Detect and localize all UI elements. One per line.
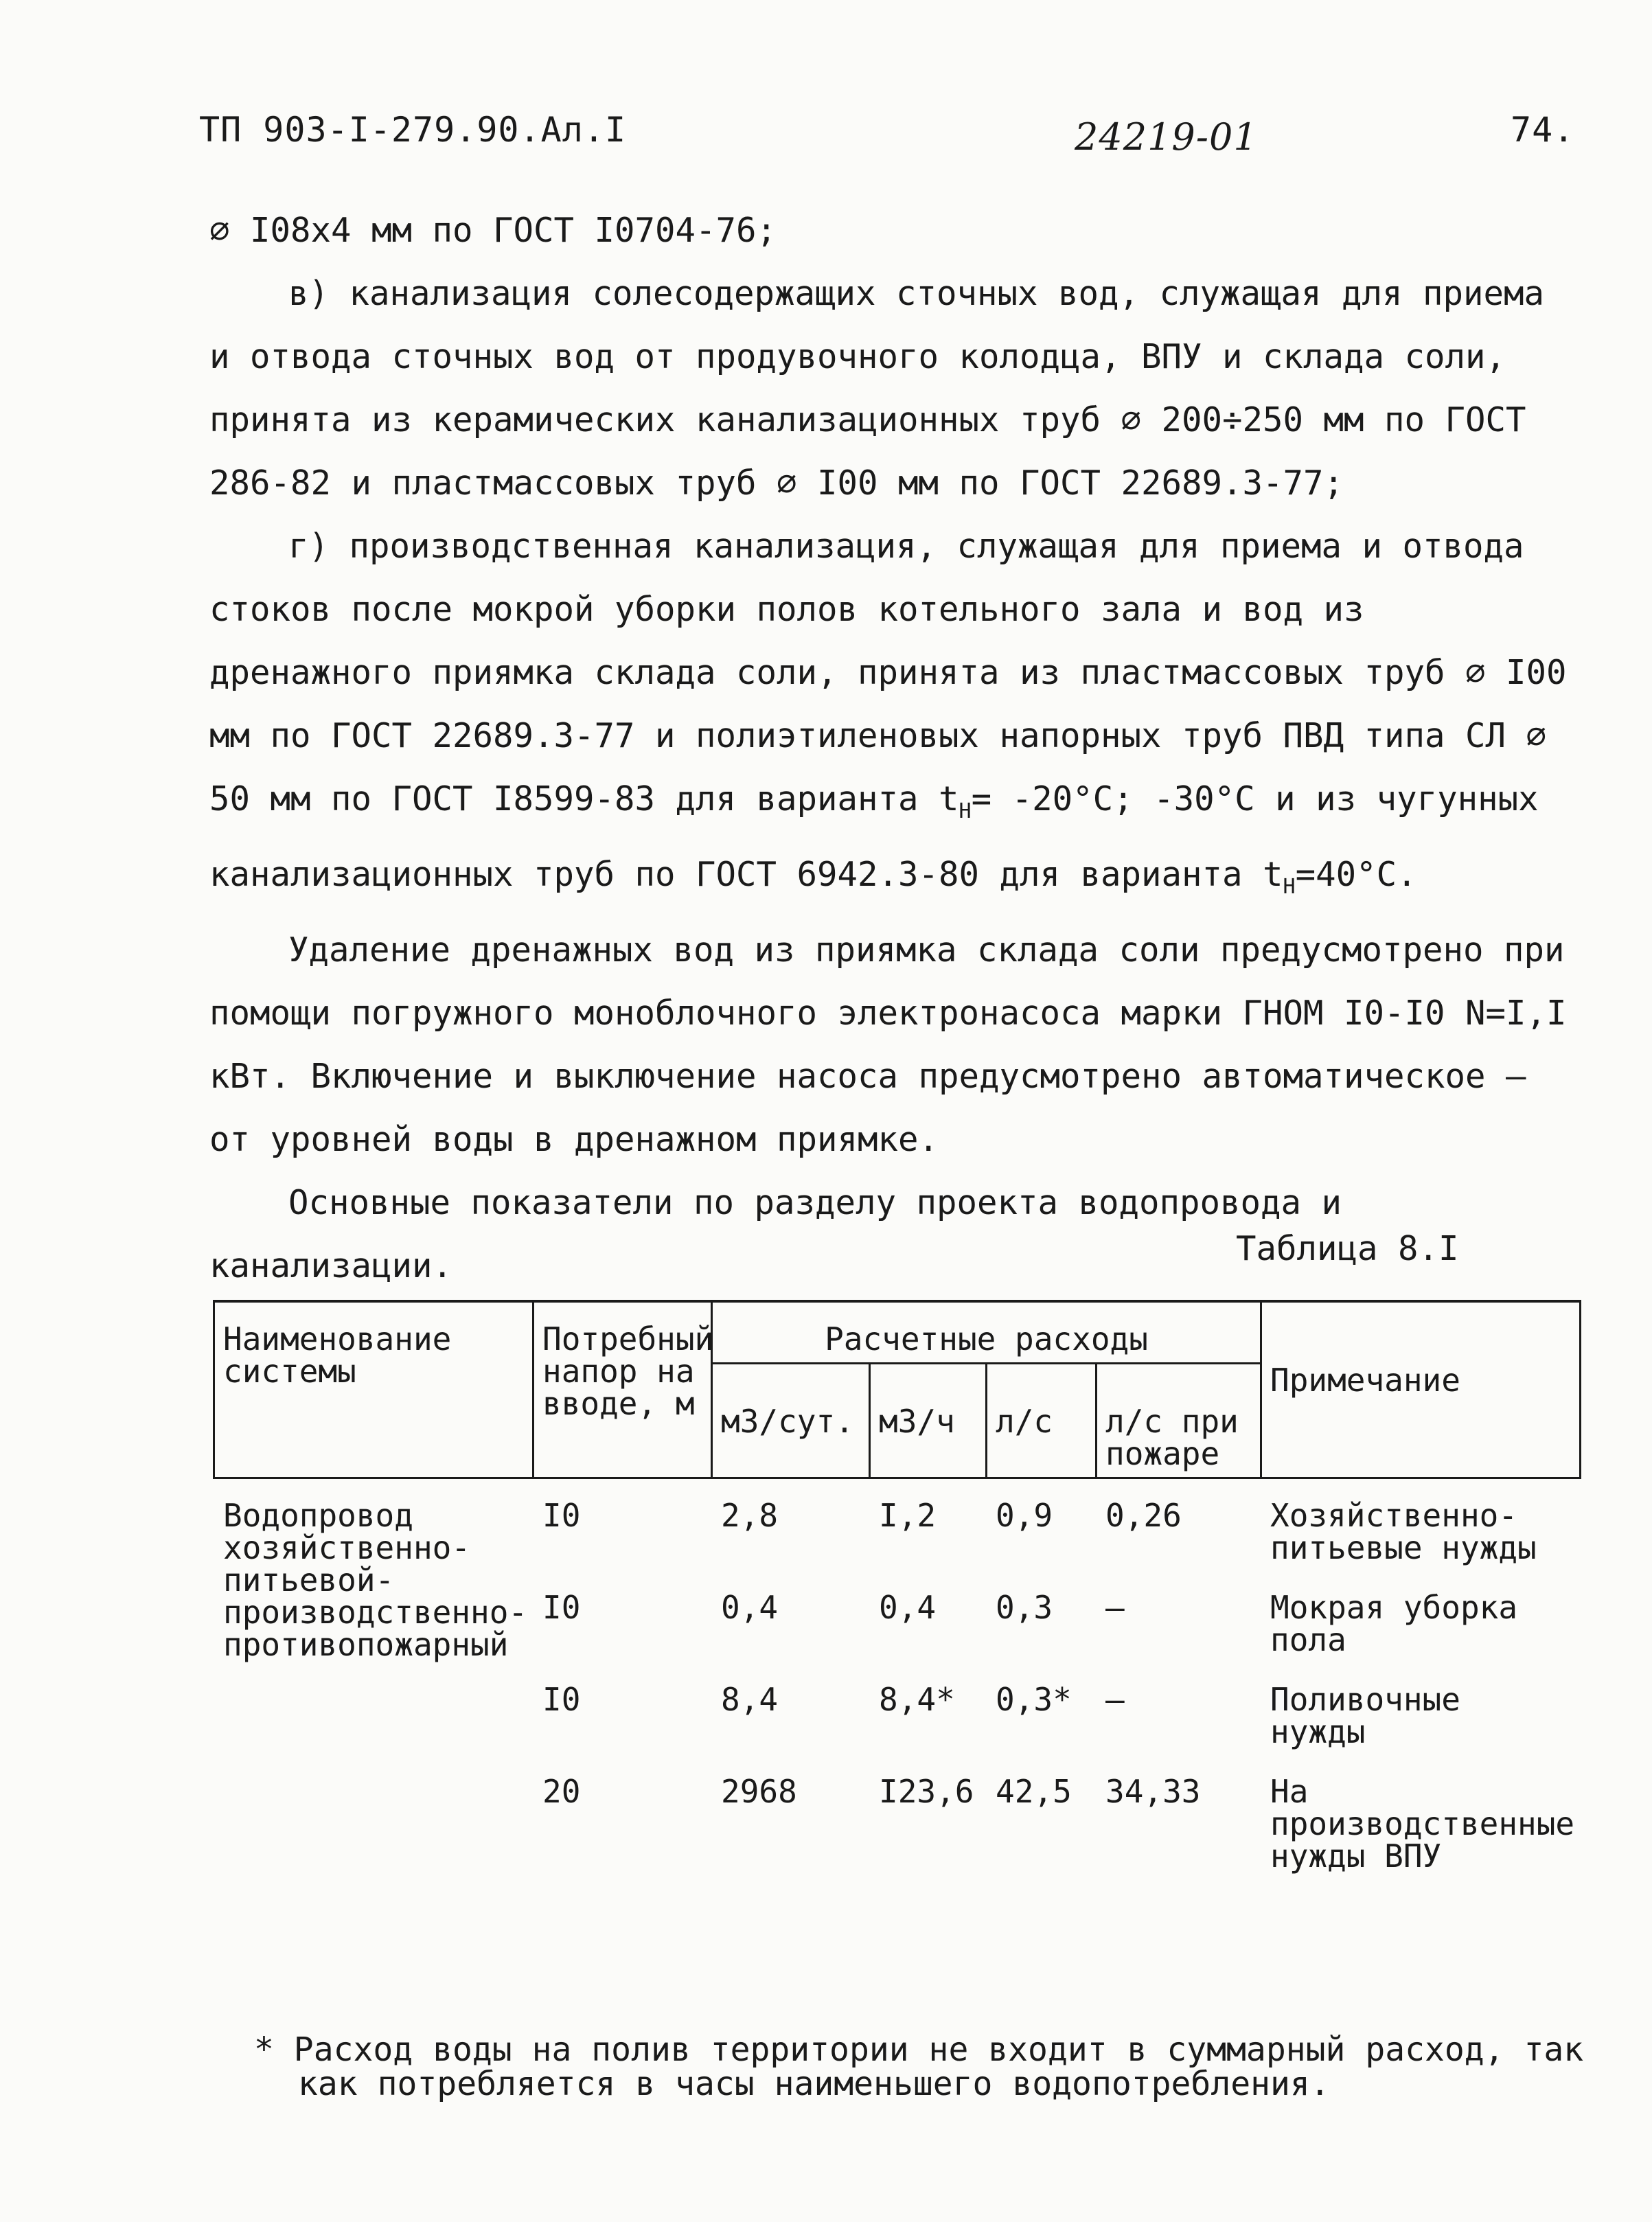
body-text [209, 199, 1583, 1298]
paragraph [209, 515, 1583, 919]
cell-pressure: I0 [542, 1681, 581, 1718]
paragraph: Удаление дренажных вод из приямка склада соли предусмотрено при помощи погружного моноблочного электронасоса марки ГНОМ I0-I0 N=I,I кВт. Включение и выключение насоса предусмотрено автоматическое – от уровней воды в дренажном приямке. [209, 930, 1567, 1159]
cell-l-s-fire: 34,33 [1105, 1773, 1201, 1810]
cell-m3-day: 0,4 [721, 1589, 779, 1626]
cell-m3-h: 8,4* [879, 1681, 955, 1718]
header-system-name: Наименование системы [214, 1301, 534, 1478]
header-l-s-fire: л/с при пожаре [1097, 1364, 1261, 1478]
paragraph: в) канализация солесодержащих сточных вод, служащая для приема и отвода сточных вод от продувочного колодца, ВПУ и склада соли, принята из керамических канализационных труб ∅ 200÷250 мм по ГОСТ 286-82 и пластмассовых труб ∅ I00 мм по ГОСТ 22689.3-77; [209, 274, 1545, 503]
header-pressure: Потребный напор на вводе, м [534, 1301, 712, 1478]
header-l-s: л/с [987, 1364, 1097, 1478]
page-number: 74. [1511, 110, 1575, 150]
cell-note: Хозяйственно-питьевые нужды [1270, 1497, 1537, 1566]
header-calculated-flows: Расчетные расходы [712, 1301, 1261, 1364]
cell-l-s-fire: – [1105, 1589, 1125, 1626]
header-m3-day: м3/сут. [712, 1364, 870, 1478]
paragraph: Основные показатели по разделу проекта водопровода и канализации. [209, 1182, 1342, 1285]
cell-l-s: 0,9 [996, 1497, 1053, 1534]
handwritten-number: 24219-01 [1075, 115, 1258, 159]
cell-l-s: 42,5 [996, 1773, 1072, 1810]
header-note: Примечание [1261, 1301, 1581, 1478]
cell-m3-h: I23,6 [879, 1773, 974, 1810]
indicators-table [213, 1300, 1581, 1879]
cell-m3-day: 8,4 [721, 1681, 779, 1718]
cell-l-s: 0,3* [996, 1681, 1072, 1718]
footnote: * Расход воды на полив территории не входит в суммарный расход, так как потребляется в часы наименьшего водопотребления. [254, 2030, 1584, 2103]
system-name: Водопровод хозяйственно-питьевой-производственно-противопожарный [223, 1497, 528, 1663]
paragraph-part: = -20°С; -30°С и из чугунных канализационных труб по ГОСТ 6942.3-80 для варианта t [209, 779, 1539, 894]
cell-note: На производственные нужды ВПУ [1270, 1773, 1575, 1875]
cell-pressure: 20 [542, 1773, 581, 1810]
table-caption: Таблица 8.I [1236, 1229, 1459, 1268]
header-m3-h: м3/ч [870, 1364, 987, 1478]
cell-l-s: 0,3 [996, 1589, 1053, 1626]
cell-m3-day: 2968 [721, 1773, 797, 1810]
cell-m3-h: I,2 [879, 1497, 937, 1534]
subscript: Н [1283, 874, 1296, 899]
table-row [214, 1478, 1581, 1572]
paragraph-part: г) производственная канализация, служащая для приема и отвода стоков после мокрой уборки полов котельного зала и вод из дренажного приямка склада соли, принята из пластмассовых труб ∅ I00 мм по ГОСТ 22689.3-77 и полиэтиленовых напорных труб ПВД типа СЛ ∅ 50 мм по ГОСТ I8599-83 для варианта t [209, 527, 1567, 818]
paragraph: ∅ I08х4 мм по ГОСТ I0704-76; [209, 211, 777, 250]
cell-pressure: I0 [542, 1589, 581, 1626]
subscript: Н [959, 799, 972, 823]
document-code: ТП 903-I-279.90.Ал.I [199, 110, 627, 150]
cell-m3-h: 0,4 [879, 1589, 937, 1626]
paragraph-part: =40°С. [1295, 854, 1417, 894]
cell-m3-day: 2,8 [721, 1497, 779, 1534]
cell-note: Мокрая уборка пола [1270, 1589, 1518, 1658]
cell-pressure: I0 [542, 1497, 581, 1534]
cell-l-s-fire: – [1105, 1681, 1125, 1718]
cell-note: Поливочные нужды [1270, 1681, 1460, 1750]
cell-l-s-fire: 0,26 [1105, 1497, 1182, 1534]
